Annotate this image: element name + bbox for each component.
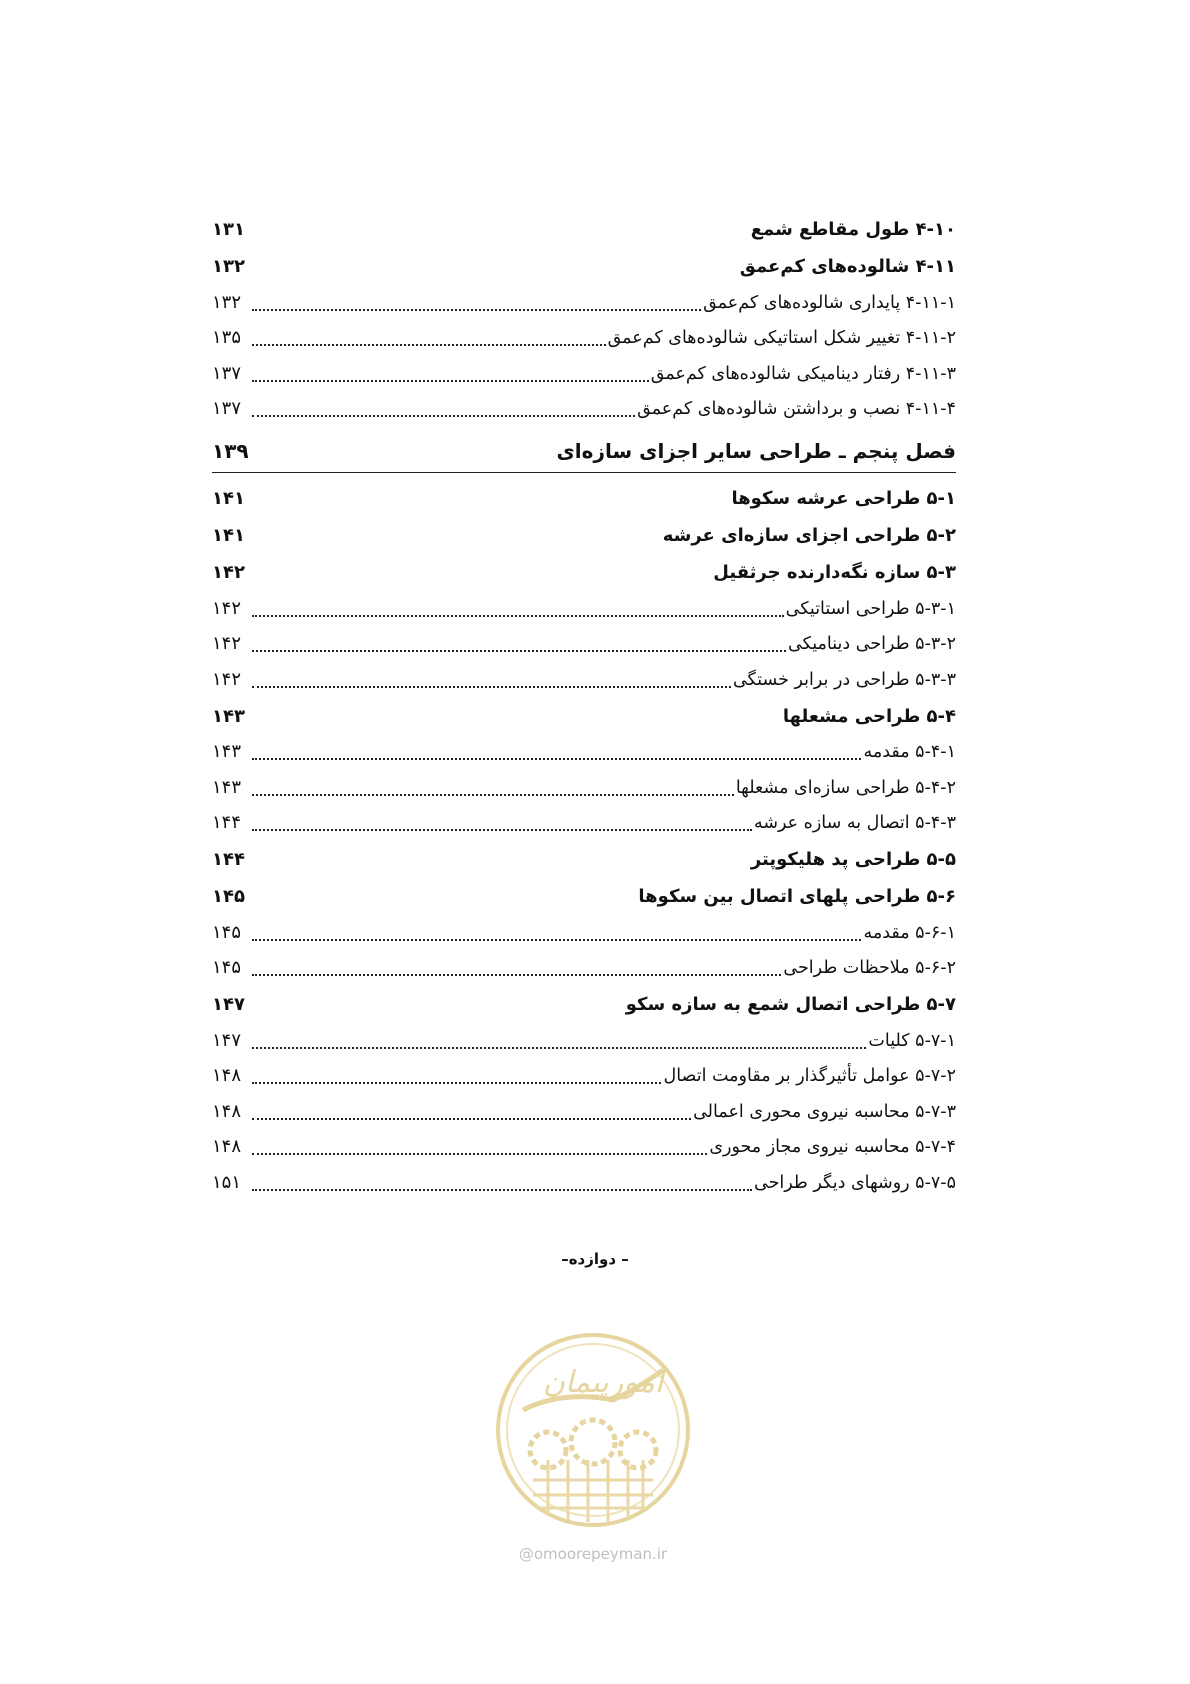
toc-entry-title: ۴-۱۱ شالوده‌های کم‌عمق (739, 256, 956, 277)
toc-page-number: ۱۴۸ (212, 1065, 242, 1086)
toc-entry-title: ۵-۷-۵ روشهای دیگر طراحی (753, 1172, 956, 1193)
toc-entry-title: ۵-۴-۲ طراحی سازه‌ای مشعلها (735, 777, 956, 798)
page-number-footer: – دوازده– (561, 1250, 629, 1268)
toc-dot-leader (252, 380, 649, 382)
toc-entry-title: ۵-۷-۲ عوامل تأثیرگذار بر مقاومت اتصال (663, 1066, 956, 1086)
toc-section-row[interactable] (212, 877, 956, 914)
toc-section-row[interactable] (212, 697, 956, 734)
watermark-seal-icon (493, 1330, 693, 1530)
toc-subsection-row[interactable] (212, 734, 956, 770)
toc-page-number: ۱۳۲ (212, 291, 242, 313)
toc-page-number: ۱۴۳ (212, 776, 242, 798)
toc-page-number: ۱۴۴ (212, 849, 245, 870)
toc-subsection-row[interactable] (212, 355, 956, 391)
toc-page-number: ۱۳۹ (212, 439, 249, 463)
toc-subsection-row[interactable] (212, 769, 956, 805)
toc-entry-title: ۴-۱۱-۳ رفتار دینامیکی شالوده‌های کم‌عمق (650, 363, 956, 384)
toc-page-number: ۱۴۸ (212, 1100, 242, 1122)
toc-entry-title: ۵-۷ طراحی اتصال شمع به سازه سکو (625, 994, 956, 1015)
toc-dot-leader (252, 829, 752, 831)
toc-page-number: ۱۴۱ (212, 488, 245, 509)
toc-page-number: ۱۳۵ (212, 327, 242, 348)
toc-entry-title: فصل پنجم ـ طراحی سایر اجزای سازه‌ای (556, 439, 956, 463)
toc-dot-leader (252, 615, 784, 617)
toc-subsection-row[interactable] (212, 805, 956, 841)
toc-page-number: ۱۳۲ (212, 256, 245, 277)
toc-entry-title: ۴-۱۱-۴ نصب و برداشتن شالوده‌های کم‌عمق (637, 399, 956, 419)
toc-dot-leader (252, 1047, 866, 1049)
toc-subsection-row[interactable] (212, 950, 956, 986)
toc-page-number: ۱۴۵ (212, 886, 245, 907)
toc-dot-leader (252, 650, 786, 652)
toc-subsection-row[interactable] (212, 661, 956, 697)
toc-section-row[interactable] (212, 210, 956, 247)
toc-entry-title: ۵-۴ طراحی مشعلها (782, 705, 956, 727)
toc-dot-leader (252, 939, 861, 941)
toc-entry-title: ۵-۲ طراحی اجزای سازه‌ای عرشه (662, 525, 956, 546)
toc-page-number: ۱۴۷ (212, 994, 245, 1015)
toc-page-number: ۱۴۲ (212, 597, 242, 619)
toc-entry-title: ۴-۱۰ طول مقاطع شمع (750, 219, 956, 240)
toc-subsection-row[interactable] (212, 914, 956, 950)
toc-entry-title: ۵-۳-۱ طراحی استاتیکی (785, 598, 956, 619)
toc-page-number: ۱۳۱ (212, 219, 245, 240)
toc-dot-leader (252, 1082, 661, 1084)
toc-subsection-row[interactable] (212, 1022, 956, 1058)
toc-entry-title: ۵-۳-۲ طراحی دینامیکی (788, 634, 956, 654)
toc-subsection-row[interactable] (212, 1164, 956, 1200)
seal-text: امورپیمان (542, 1365, 664, 1400)
toc-dot-leader (252, 974, 781, 976)
toc-entry-title: ۵-۶-۱ مقدمه (863, 922, 956, 943)
toc-entry-title: ۵-۶-۲ ملاحظات طراحی (783, 958, 956, 978)
toc-dot-leader (252, 1189, 752, 1191)
toc-page-number: ۱۴۵ (212, 921, 242, 943)
toc-page-number: ۱۴۴ (212, 812, 242, 833)
toc-page-number: ۱۴۳ (212, 705, 245, 727)
toc-dot-leader (252, 1118, 691, 1120)
toc-entry-title: ۵-۳-۳ طراحی در برابر خستگی (732, 669, 956, 690)
toc-section-row[interactable] (212, 247, 956, 284)
toc-section-row[interactable] (212, 479, 956, 516)
toc-page-number: ۱۳۷ (212, 398, 242, 419)
toc-entry-title: ۵-۴-۳ اتصال به سازه عرشه (753, 813, 956, 833)
toc-page-number: ۱۴۷ (212, 1029, 242, 1051)
table-of-contents (212, 210, 956, 1200)
toc-page-number: ۱۴۸ (212, 1136, 242, 1157)
toc-page-number: ۱۴۵ (212, 957, 242, 978)
toc-entry-title: ۵-۶ طراحی پلهای اتصال بین سکوها (638, 886, 956, 907)
watermark-site: @omoorepeyman.ir (518, 1545, 668, 1563)
toc-dot-leader (252, 758, 861, 760)
toc-entry-title: ۵-۷-۴ محاسبه نیروی مجاز محوری (709, 1137, 956, 1157)
toc-entry-title: ۵-۷-۳ محاسبه نیروی محوری اعمالی (693, 1101, 956, 1122)
toc-subsection-row[interactable] (212, 1093, 956, 1129)
toc-page-number: ۱۴۲ (212, 562, 245, 583)
toc-dot-leader (252, 686, 731, 688)
toc-page-number: ۱۴۱ (212, 525, 245, 546)
toc-page-number: ۱۴۲ (212, 633, 242, 654)
toc-entry-title: ۵-۱ طراحی عرشه سکوها (731, 488, 956, 509)
toc-entry-title: ۵-۷-۱ کلیات (868, 1030, 956, 1051)
toc-page-number: ۱۴۳ (212, 741, 242, 762)
toc-entry-title: ۵-۴-۱ مقدمه (863, 742, 956, 762)
toc-section-row[interactable] (212, 840, 956, 877)
toc-dot-leader (252, 344, 606, 346)
toc-dot-leader (252, 415, 635, 417)
toc-entry-title: ۴-۱۱-۱ پایداری شالوده‌های کم‌عمق (703, 292, 956, 313)
toc-subsection-row[interactable] (212, 284, 956, 320)
toc-section-row[interactable] (212, 516, 956, 553)
toc-chapter-row[interactable] (212, 426, 956, 473)
toc-subsection-row[interactable] (212, 626, 956, 662)
toc-dot-leader (252, 309, 701, 311)
toc-subsection-row[interactable] (212, 391, 956, 427)
toc-page-number: ۱۴۲ (212, 668, 242, 690)
toc-dot-leader (252, 794, 734, 796)
toc-entry-title: ۵-۳ سازه نگه‌دارنده جرثقیل (713, 562, 956, 583)
toc-page-number: ۱۳۷ (212, 362, 242, 384)
toc-section-row[interactable] (212, 985, 956, 1022)
toc-dot-leader (252, 1153, 707, 1155)
toc-subsection-row[interactable] (212, 590, 956, 626)
toc-page-number: ۱۵۱ (212, 1171, 242, 1193)
toc-subsection-row[interactable] (212, 1058, 956, 1094)
toc-subsection-row[interactable] (212, 1129, 956, 1165)
toc-entry-title: ۴-۱۱-۲ تغییر شکل استاتیکی شالوده‌های کم‌عمق (607, 328, 956, 348)
toc-subsection-row[interactable] (212, 320, 956, 356)
toc-entry-title: ۵-۵ طراحی پد هلیکوپتر (750, 849, 956, 870)
toc-section-row[interactable] (212, 553, 956, 590)
